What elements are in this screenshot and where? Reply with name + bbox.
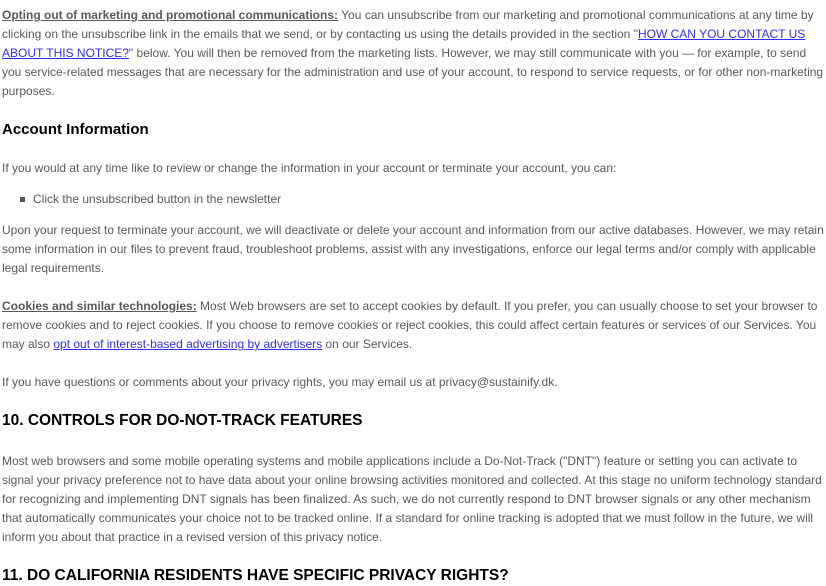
contact-paragraph: If you have questions or comments about your privacy rights, you may email us at privacy@sustainify.dk. bbox=[2, 375, 558, 389]
list-item-text: Click the unsubscribed button in the newsletter bbox=[33, 192, 282, 206]
section-10-heading: 10. CONTROLS FOR DO-NOT-TRACK FEATURES bbox=[2, 412, 363, 429]
cookies-text-after-link: on our Services. bbox=[322, 337, 413, 351]
account-options-list bbox=[2, 190, 826, 209]
list-item bbox=[33, 190, 826, 209]
bullet-icon bbox=[20, 197, 25, 202]
optout-text-before-link: You can unsubscribe from our marketing and promotional communications at any time by clicking on the unsubscribe link in the emails that we send, or by contacting us using the details provided in the section " bbox=[2, 8, 814, 41]
privacy-notice-content bbox=[2, 6, 826, 586]
optout-paragraph bbox=[2, 6, 826, 101]
account-termination-paragraph: Upon your request to terminate your account, we will deactivate or delete your account and information from our active databases. However, we may retain some information in our files to prevent fraud, troubleshoot problems, assist with any investigations, enforce our legal terms and/or comply with applicable legal requirements. bbox=[2, 223, 824, 275]
section-10-body: Most web browsers and some mobile operating systems and mobile applications include a Do-Not-Track ("DNT") feature or setting you can activate to signal your privacy preference not to have data about your online browsing activities monitored and collected. At this stage no uniform technology standard for recognizing and implementing DNT signals has been finalized. As such, we do not currently respond to DNT browser signals or any other mechanism that automatically communicates your choice not to be tracked online. If a standard for online tracking is adopted that we must follow in the future, we will inform you about that practice in a revised version of this privacy notice. bbox=[2, 454, 822, 544]
account-information-heading: Account Information bbox=[2, 121, 149, 138]
optout-label: Opting out of marketing and promotional communications: bbox=[2, 8, 338, 22]
cookies-paragraph bbox=[2, 297, 826, 354]
section-11-heading: 11. DO CALIFORNIA RESIDENTS HAVE SPECIFIC PRIVACY RIGHTS? bbox=[2, 567, 509, 584]
cookies-label: Cookies and similar technologies: bbox=[2, 299, 197, 313]
opt-out-advertising-link[interactable]: opt out of interest-based advertising by advertisers bbox=[53, 337, 323, 351]
cookies-text-before-link: Most Web browsers are set to accept cookies by default. If you prefer, you can usually choose to set your browser to remove cookies and to reject cookies. If you choose to remove cookies or reject cookies, this could affect certain features or services of our Services. You may also bbox=[2, 299, 818, 351]
optout-text-after-link: " below. You will then be removed from the marketing lists. However, we may still communicate with you — for example, to send you service-related messages that are necessary for the administration and use of your account, to respond to service requests, or for other non-marketing purposes. bbox=[2, 46, 824, 98]
contact-section-link[interactable]: HOW CAN YOU CONTACT US ABOUT THIS NOTICE? bbox=[2, 27, 806, 60]
account-intro: If you would at any time like to review or change the information in your account or terminate your account, you can: bbox=[2, 161, 617, 175]
